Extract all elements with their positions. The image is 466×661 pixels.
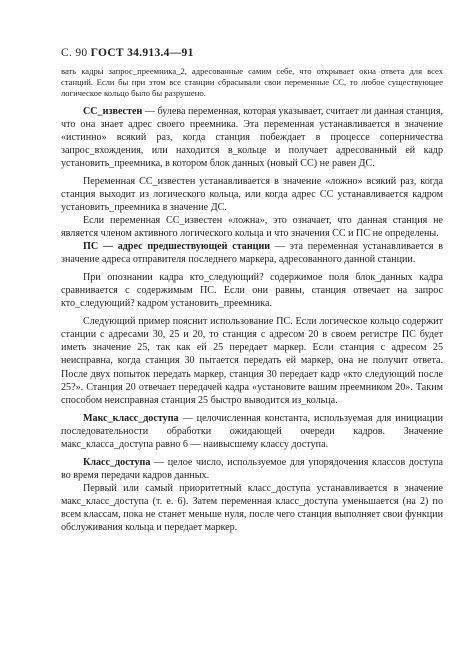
term-label: Класс_доступа — [83, 456, 151, 468]
definition-paragraph — [61, 412, 443, 451]
paragraph-text: Первый или самый приоритетный класс_доступа устанавливается в значение макс_класс_доступа (т. е. 6). Затем переменная класс_доступа уменьшается (на 2) по всем классам, пока не станет меньше нуля, после чего станция выполняет свои функции обслуживания кольца и передает маркер. — [61, 482, 443, 534]
paragraph — [61, 315, 443, 406]
paragraph-text: — эта переменная устанавливается в значение адреса отправителя последнего маркера, адресованного данной станции. — [61, 241, 443, 266]
term-label: Макс_класс_доступа — [83, 412, 179, 424]
paragraph-text: Следующий пример пояснит использование ПС. Если логическое кольцо содержит станции с адресами 30, 25 и 20, то станция с адресом 20 в своем регистре ПС будет иметь значение 25, так как ей 25 передает маркер. Если станция с адресом 25 неисправна, когда станция 30 пытается передать ей маркер, она не получит ответа. После двух попыток передать маркер, станция 30 передает кадр «кто следующий после 25?». Станция 20 отвечает передачей кадра «установите вашим преемником 20». Таким способом неисправная станция 25 быстро выводится из_кольца. — [61, 316, 443, 406]
paragraph-text: — целое число, используемое для упорядочения классов доступа во время передачи кадров данных. — [61, 456, 443, 481]
term-label: ПС — адрес предшествующей станции — [83, 241, 271, 253]
paragraph-text: — целочисленная константа, используемая для инициации последовательности обработки ожидающей очереди кадров. Значение макс_класса_доступа равно 6 — наивысшему классу доступа. — [61, 412, 443, 450]
paragraph-text: Если переменная СС_известен «ложна», это означает, что данная станция не является членом активного логического кольца и что значения СС и ПС не определены. — [61, 214, 443, 240]
definition-paragraph — [61, 456, 443, 482]
paragraph — [61, 482, 443, 534]
document-body — [61, 66, 443, 534]
paragraph — [61, 271, 443, 310]
paragraph — [61, 66, 443, 100]
standard-designation: ГОСТ 34.913.4—91 — [90, 47, 194, 59]
paragraph-text: вать кадры запрос_преемника_2, адресованные самим себе, что открывает окна ответа для всех станций. Если бы при этом все станции сбрасывали свои переменные СС, то любое существующее логическое кольцо было бы разрушено. — [61, 66, 443, 99]
paragraph-text: Переменная СС_известен устанавливается в значение «ложно» всякий раз, когда станция выходит из логического кольца, или когда адрес СС устанавливается кадром установить_преемника в значение ДС. — [61, 175, 443, 213]
paragraph-text: — булева переменная, которая указывает, считает ли данная станция, что она знает адрес своего преемника. Эта переменная устанавливается в значение «истинно» всякий раз, когда станция побеждает в процессе соперничества запрос_вхождения, или находится в_кольце и получает адресованный ей кадр установить_преемника, в котором блок данных (новый СС) не равен ДС. — [61, 105, 443, 169]
term-label: СС_известен — [83, 105, 143, 117]
page-header — [61, 47, 194, 59]
definition-paragraph — [61, 240, 443, 266]
page-number: С. 90 — [61, 47, 88, 59]
definition-paragraph — [61, 105, 443, 170]
paragraph — [61, 175, 443, 214]
paragraph-text: При опознании кадра кто_следующий? содержимое поля блок_данных кадра сравнивается с содержимым ПС. Если они равны, станция отвечает на запрос кто_следующий? кадром установить_преемника. — [61, 272, 443, 310]
paragraph — [61, 214, 443, 240]
